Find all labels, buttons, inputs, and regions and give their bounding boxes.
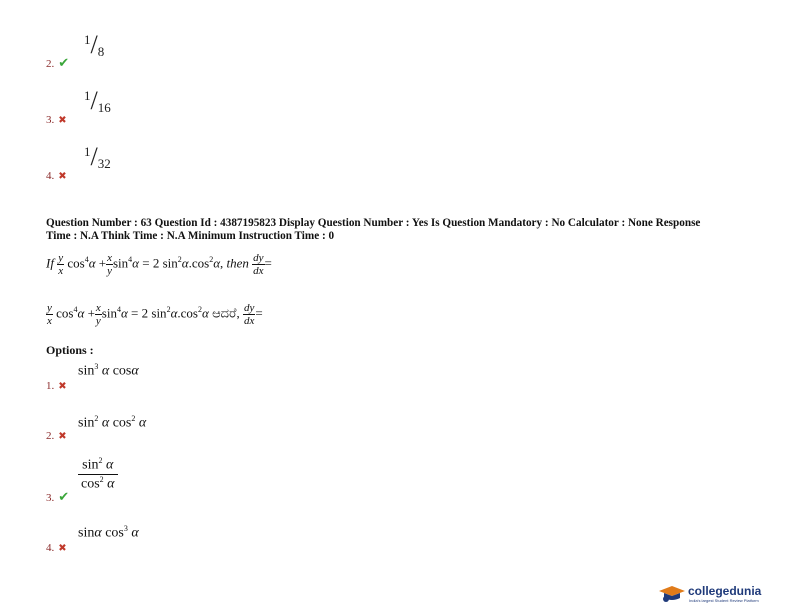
option-number: 1. (46, 380, 55, 392)
option-4-marker (46, 538, 67, 556)
prev-option-3-value: $^1$/16 (84, 86, 111, 115)
option-number: 4. (46, 542, 55, 554)
collegedunia-logo (658, 582, 788, 606)
question-meta-line-2: Time : N.A Think Time : N.A Minimum Instruction Time : 0 (46, 230, 335, 242)
denominator: 8 (97, 44, 105, 59)
brand-tagline: India's largest Student Review Platform (689, 598, 759, 603)
numerator: 1 (84, 144, 91, 159)
option-4-value: sinα $\cos^3 \alpha$ (78, 524, 139, 541)
option-number: 3. (46, 114, 55, 126)
prev-option-4 (46, 166, 67, 184)
question-meta-line-1: Question Number : 63 Question Id : 4387195823 Display Question Number : Yes Is Question Mandatory : No Calculator : None Response (46, 217, 701, 229)
fraction-x-over-y: $\frac{x}{y}$ (107, 252, 112, 277)
denominator: 32 (97, 156, 111, 171)
option-number: 3. (46, 492, 55, 504)
denominator: 16 (97, 100, 111, 115)
prev-option-4-value: $^1$/32 (84, 142, 111, 171)
fraction-y-over-x: $\frac{y}{x}$ (58, 252, 64, 277)
kannada-suffix: ಆದರೆ, (212, 305, 240, 321)
option-2-value: $\sin^2 \alpha$ $\cos^2 \alpha$ (78, 414, 147, 431)
option-2-marker (46, 426, 67, 444)
correct-check-icon: ✔ (58, 56, 70, 71)
prev-option-3 (46, 110, 67, 128)
option-1-marker (46, 376, 67, 394)
wrong-cross-icon: ✖ (58, 115, 67, 126)
wrong-cross-icon: ✖ (58, 381, 67, 392)
fraction-dy-dx: $\frac{dy}{dx}$ (253, 252, 264, 277)
wrong-cross-icon: ✖ (58, 431, 67, 442)
brand-name: collegedunia (688, 584, 762, 598)
question-text-english: If $\frac{y}{x}$ $\cos^4\alpha$ + $\frac{x}{y}$ $\sin^4\alpha = 2$ $\sin^2\alpha.\cos^2\alpha$, then $\frac{dy}{dx}$ = (46, 252, 272, 277)
fraction-dy-dx: $\frac{dy}{dx}$ (243, 302, 255, 327)
options-label: Options : (46, 343, 94, 357)
question-meta (46, 217, 766, 243)
option-number: 2. (46, 58, 55, 70)
wrong-cross-icon: ✖ (58, 171, 67, 182)
fraction-x-over-y: $\frac{x}{y}$ (95, 302, 101, 327)
numerator: 1 (84, 32, 91, 47)
option-3-marker (46, 488, 69, 506)
prev-option-2 (46, 54, 69, 72)
if-label: If (46, 255, 54, 271)
option-number: 4. (46, 170, 55, 182)
prev-option-2-value: $^1$/8 (84, 30, 105, 59)
option-3-value: $\sin^2 \alpha$ $\cos^2 \alpha$ (78, 456, 118, 492)
wrong-cross-icon: ✖ (58, 543, 67, 554)
numerator: 1 (84, 88, 91, 103)
option-1-value: $\sin^3 \alpha$ cosα (78, 362, 139, 379)
graduation-cap-icon (658, 584, 686, 604)
correct-check-icon: ✔ (58, 490, 70, 505)
then-label: then (226, 255, 249, 271)
option-number: 2. (46, 430, 55, 442)
fraction-y-over-x: $\frac{y}{x}$ (47, 302, 52, 327)
question-text-kannada: $\frac{y}{x}$ $\cos^4\alpha$ + $\frac{x}{y}$ $\sin^4\alpha = 2$ $\sin^2\alpha.\cos^2\alpha$ ಆದರೆ, $\frac{dy}{dx}$ = (47, 302, 263, 327)
